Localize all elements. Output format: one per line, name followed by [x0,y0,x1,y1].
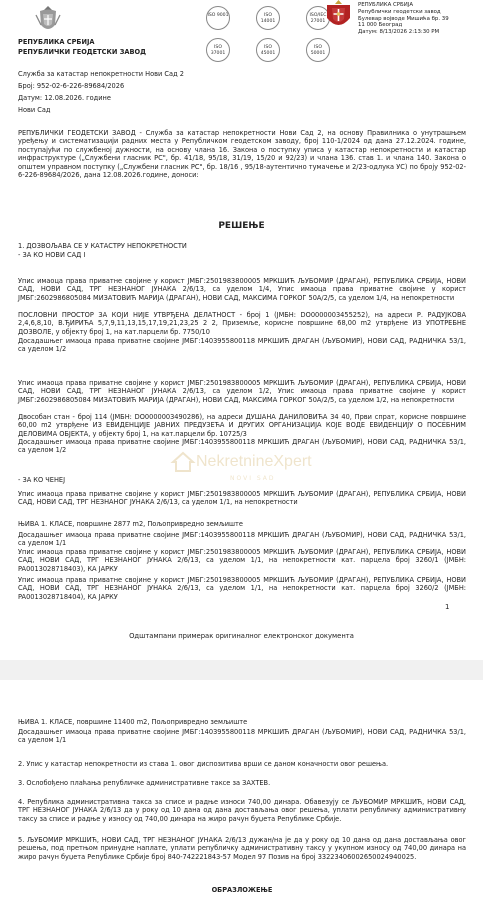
property-description: ЊИВА 1. КЛАСЕ, површине 2877 m2, Пољопривредно земљиште [18,520,243,528]
document-page-2 [0,680,483,900]
previous-owner-paragraph: Досадашњег имаоца права приватне својине ЈМБГ:1403955800118 МРКШИЋ ДРАГАН (ЉУБОМИР), НОВИ САД, РАДНИЧКА 53/1, са уделом 1/2 [18,337,466,354]
iso-seal-icon: ISO 9001 [206,6,230,30]
esig-line-1: РЕПУБЛИКА СРБИЈА [358,2,414,8]
reasoning-heading: ОБРАЗЛОЖЕЊЕ [211,886,273,894]
iso-seal-icon: ISO 14001 [256,6,280,30]
decision-title: РЕШЕЊЕ [218,221,265,231]
cadastral-municipality-2: - ЗА КО ЧЕНЕЈ [18,476,66,484]
point-2: 2. Упис у катастар непокретности из става 1. овог диспозитива врши се даном коначности овог решења. [18,760,389,768]
watermark-logo [170,445,340,489]
esig-line-5: Датум: 8/13/2026 2:13:30 PM [358,29,440,36]
doc-city: Нови Сад [18,106,51,114]
previous-owner-paragraph: Досадашњег имаоца права приватне својине ЈМБГ:1403955800118 МРКШИЋ ДРАГАН (ЉУБОМИР), НОВИ САД, РАДНИЧКА 53/1, са уделом 1/1 [18,531,466,548]
iso-seal-icon: ISO/IEC 27001 [306,6,330,30]
esig-line-3: Булевар војводе Мишића бр. 39 [358,15,449,22]
serbian-coat-of-arms-icon [33,5,63,35]
serbian-coat-of-arms-icon [325,0,352,32]
org-name-2: РЕПУБЛИЧКИ ГЕОДЕТСКИ ЗАВОД [18,48,147,56]
watermark-subtext: NOVI SAD [230,475,276,482]
entry-paragraph: Упис имаоца права приватне својине у корист ЈМБГ:2501983800005 МРКШИЋ ЉУБОМИР (ДРАГАН), РЕПУБЛИКА СРБИЈА, НОВИ САД, НОВИ САД, ТРГ НЕЗНАНОГ ЈУНАКА 2/6/13, са уделом 1/2, Упис имаоца права приватне својине у корист ЈМБГ:2602986805084 МИЗАТОВИЋ МАРИЈА (ДРАГАН), НОВИ САД, МАКСИМА ГОРКОГ 50А/2/5, са уделом 1/2, на непокретности [18,379,466,404]
org-name-1: РЕПУБЛИКА СРБИЈА [18,38,95,46]
iso-seal-icon: ISO 45001 [256,38,280,62]
house-icon [170,449,196,475]
property-description: Двособан стан - број 114 (ЈМБН: DO0000003490286), на адреси ДУШАНА ДАНИЛОВИЋА 34 40, Први спрат, корисне површине 60,00 m2 утврђене ИЗ ЕВИДЕНЦИЈЕ ЈАВНИХ ПРЕДУЗЕЋА И ДРУГИХ ОРГАНИЗАЦИЈА КОЈЕ ВОДЕ ЕВИДЕНЦИЈУ О ПОСЕБНИМ ДЕЛОВИМА ОБЈЕКТА, у објекту број 1, на кат.парцели бр. 10725/3 [18,413,466,438]
entry-paragraph: Упис имаоца права приватне својине у корист ЈМБГ:2501983800005 МРКШИЋ ЉУБОМИР (ДРАГАН), РЕПУБЛИКА СРБИЈА, НОВИ САД, НОВИ САД, ТРГ НЕЗНАНОГ ЈУНАКА 2/6/13, са уделом 1/1, на непокретности кат. парцела број 3260/2 (ЈМБН: PA0013028718404), КА ЈАРКУ [18,576,466,601]
previous-owner-paragraph: Досадашњег имаоца права приватне својине ЈМБГ:1403955800118 МРКШИЋ ДРАГАН (ЉУБОМИР), НОВИ САД, РАДНИЧКА 53/1, са уделом 1/2 [18,438,466,455]
entry-paragraph: Упис имаоца права приватне својине у корист ЈМБГ:2501983800005 МРКШИЋ ЉУБОМИР (ДРАГАН), РЕПУБЛИКА СРБИЈА, НОВИ САД, НОВИ САД, ТРГ НЕЗНАНОГ ЈУНАКА 2/6/13, са уделом 1/1, на непокретности [18,490,466,507]
iso-certification-seals [206,6,330,66]
watermark-text: NekretnineXpert [196,453,312,470]
page-number: 1 [445,603,450,611]
entry-paragraph: Упис имаоца права приватне својине у корист ЈМБГ:2501983800005 МРКШИЋ ЉУБОМИР (ДРАГАН), РЕПУБЛИКА СРБИЈА, НОВИ САД, НОВИ САД, ТРГ НЕЗНАНОГ ЈУНАКА 2/6/13, са уделом 1/1, на непокретности кат. парцела број 3260/1 (ЈМБН: PA0013028718403), КА ЈАРКУ [18,548,466,573]
doc-number: Број: 952-02-6-226-89684/2026 [18,82,125,90]
point-4: 4. Република административна такса за списе и радње износи 740,00 динара. Обавезују се ЉУБОМИР МРКШИЋ, НОВИ САД, ТРГ НЕЗНАНОГ ЈУНАКА 2/6/13 да у року од 10 дана од дана достављања овог решења, уплати републичку административну таксу за списе и радње у износу од 740,00 динара на жиро рачун буџета Републике Србије. [18,798,466,823]
property-description: ПОСЛОВНИ ПРОСТОР ЗА КОЈИ НИЈЕ УТВРЂЕНА ДЕЛАТНОСТ - број 1 (ЈМБН: DO0000003455252), на адреси Р. РАДУЈКОВА 2,4,6,8,10, В.ЂИРИЋА 5,7,9,11,13,15,17,19,21,23,25 2 2, Приземље, корисне површине 68,00 m2 утврђене ИЗ УПОТРЕБНЕ ДОЗВОЛЕ, у објекту број 1, на кат.парцели бр. 7750/10 [18,311,466,336]
esig-line-2: Републички геодетски завод [358,8,441,15]
property-description: ЊИВА 1. КЛАСЕ, површине 11400 m2, Пољопривредно земљиште [18,718,248,726]
printed-copy-note: Одштампани примерак оригиналног електронског документа [129,632,354,640]
previous-owner-paragraph: Досадашњег имаоца права приватне својине ЈМБГ:1403955800118 МРКШИЋ ДРАГАН (ЉУБОМИР), НОВИ САД, РАДНИЧКА 53/1, са уделом 1/1 [18,728,466,745]
iso-seal-icon: ISO 50001 [306,38,330,62]
point-3: 3. Ослобођено плаћања републичке административне таксе за ЗАХТЕВ. [18,779,271,787]
entry-paragraph: Упис имаоца права приватне својине у корист ЈМБГ:2501983800005 МРКШИЋ ЉУБОМИР (ДРАГАН), РЕПУБЛИКА СРБИЈА, НОВИ САД, НОВИ САД, ТРГ НЕЗНАНОГ ЈУНАКА 2/6/13, са уделом 1/4, Упис имаоца права приватне својине у корист ЈМБГ:2602986805084 МИЗАТОВИЋ МАРИЈА (ДРАГАН), НОВИ САД, МАКСИМА ГОРКОГ 50А/2/5, са уделом 1/4, на непокретности [18,277,466,302]
intro-paragraph: РЕПУБЛИЧКИ ГЕОДЕТСКИ ЗАВОД - Служба за катастар непокретности Нови Сад 2, на основу Правилника о унутрашњем уређењу и систематизацији радних места у Републичком геодетском заводу, број 110-1/2024 од дана 27.12.2024. године, поступајући по службеној дужности, на основу члана 16. Закона о поступку уписа у катастар непокретности и катастар инфраструктуре („Службени гласник РС", бр. 41/18, 95/18, 31/19, 15/20 и 92/23) и члана 136. став 1. и члана 140. Закона о општем управном поступку („Службени гласник РС", бр. 18/16 , 95/18-аутентично тумачење и 2/23-одлука УС) по броју 952-02-6-226-89684/2026, дана 12.08.2026.године, доноси: [18,129,466,180]
section-1-heading: 1. ДОЗВОЉАВА СЕ У КАТАСТРУ НЕПОКРЕТНОСТИ [18,242,187,250]
doc-date: Датум: 12.08.2026. године [18,94,111,102]
esig-line-4: 11 000 Београд [358,22,403,29]
cadastral-municipality-1: - ЗА КО НОВИ САД I [18,251,86,259]
electronic-signature-block [325,0,475,48]
service-name: Служба за катастар непокретности Нови Сад 2 [18,70,184,78]
iso-seal-icon: ISO 37001 [206,38,230,62]
point-5: 5. ЉУБОМИР МРКШИЋ, НОВИ САД, ТРГ НЕЗНАНОГ ЈУНАКА 2/6/13 дужан/на је да у року од 10 дана од дана достављања овог решења, под претњом принудне наплате, уплати републичку административну таксу у укупном износу од 740,00 динара на жиро рачун буџета Републике Србије број 840-742221843-57 Модел 97 Позив на број 33223406002650024940025. [18,836,466,861]
page-gap [0,660,483,682]
